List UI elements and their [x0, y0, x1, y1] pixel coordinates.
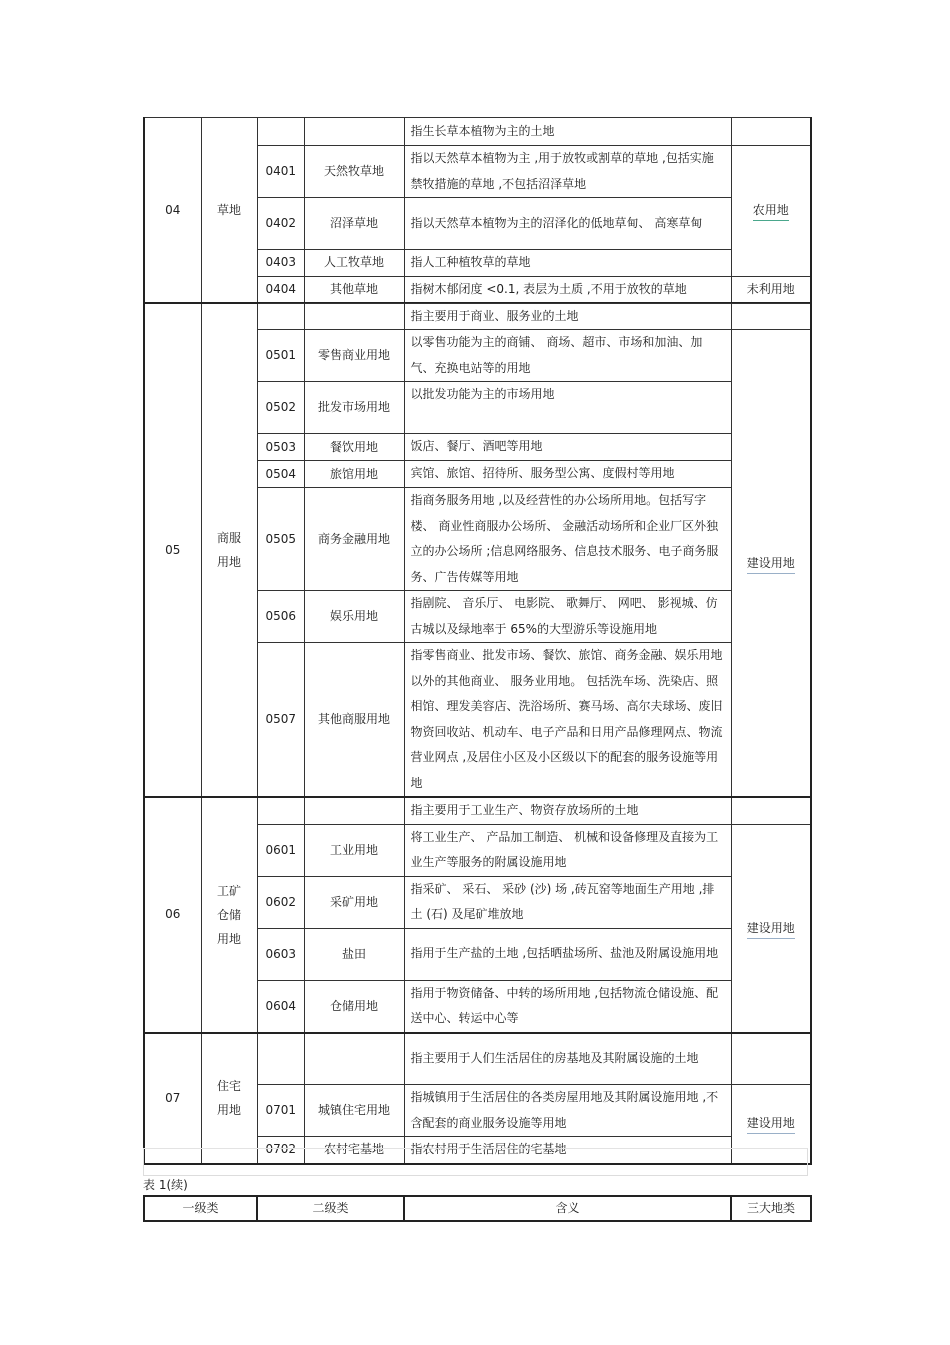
level1-name: 草地 — [201, 118, 257, 304]
level1-description: 指生长草本植物为主的土地 — [404, 118, 731, 146]
level1-code: 04 — [144, 118, 201, 304]
level1-name: 工矿仓储用地 — [201, 797, 257, 1033]
level2-name: 工业用地 — [304, 824, 404, 876]
level2-description: 指以天然草本植物为主的沼泽化的低地草甸、 高寒草甸 — [404, 198, 731, 250]
level2-description: 以批发功能为主的市场用地 — [404, 382, 731, 434]
level2-code: 0602 — [257, 876, 304, 928]
level2-name: 其他草地 — [304, 276, 404, 303]
category-label: 建设用地 — [747, 1113, 795, 1134]
header-level1: 一级类 — [144, 1196, 257, 1221]
level2-description: 以零售功能为主的商铺、 商场、超市、市场和加油、加气、充换电站等的用地 — [404, 330, 731, 382]
level2-code: 0601 — [257, 824, 304, 876]
level2-code: 0701 — [257, 1085, 304, 1137]
level2-description: 指商务服务用地 ,以及经营性的办公场所用地。包括写字楼、 商业性商服办公场所、 金融活动场所和企业厂区外独立的办公场所 ;信息网络服务、信息技术服务、电子商务服务、广告传媒等用地 — [404, 488, 731, 591]
level2-name: 娱乐用地 — [304, 591, 404, 643]
level1-name: 商服用地 — [201, 303, 257, 797]
table-caption: 表 1(续) — [143, 1178, 188, 1192]
header-level2: 二级类 — [257, 1196, 404, 1221]
category-cell — [731, 824, 811, 1033]
level2-name: 旅馆用地 — [304, 461, 404, 488]
level1-description: 指主要用于工业生产、物资存放场所的土地 — [404, 797, 731, 824]
level2-description: 将工业生产、 产品加工制造、 机械和设备修理及直接为工业生产等服务的附属设施用地 — [404, 824, 731, 876]
level2-description: 指用于生产盐的土地 ,包括晒盐场所、盐池及附属设施用地 — [404, 928, 731, 980]
level2-description: 指用于物资储备、中转的场所用地 ,包括物流仓储设施、配送中心、转运中心等 — [404, 980, 731, 1033]
level2-name: 其他商服用地 — [304, 643, 404, 798]
table-row — [144, 1033, 811, 1085]
land-classification-table — [143, 117, 812, 1165]
continued-table-header — [143, 1195, 812, 1222]
level2-code: 0505 — [257, 488, 304, 591]
level2-name: 沼泽草地 — [304, 198, 404, 250]
level2-name: 天然牧草地 — [304, 146, 404, 198]
level2-code: 0604 — [257, 980, 304, 1033]
level2-name: 采矿用地 — [304, 876, 404, 928]
level2-description: 指零售商业、批发市场、餐饮、旅馆、商务金融、娱乐用地以外的其他商业、 服务业用地。 包括洗车场、洗染店、照相馆、理发美容店、洗浴场所、赛马场、高尔夫球场、废旧物资回收站、机动车、电子产品和日用产品修理网点、物流营业网点 ,及居住小区及小区级以下的配套的服务设施等用地 — [404, 643, 731, 798]
level2-description: 指人工种植牧草的草地 — [404, 250, 731, 277]
level1-code: 05 — [144, 303, 201, 797]
level2-code: 0501 — [257, 330, 304, 382]
level2-description: 指以天然草本植物为主 ,用于放牧或割草的草地 ,包括实施禁牧措施的草地 ,不包括沼泽草地 — [404, 146, 731, 198]
category-label: 建设用地 — [747, 553, 795, 574]
level2-name: 盐田 — [304, 928, 404, 980]
level2-name: 人工牧草地 — [304, 250, 404, 277]
level1-description: 指主要用于人们生活居住的房基地及其附属设施的土地 — [404, 1033, 731, 1085]
level2-code: 0504 — [257, 461, 304, 488]
category-cell — [731, 146, 811, 277]
level2-code: 0401 — [257, 146, 304, 198]
category-cell — [731, 330, 811, 798]
table-row — [144, 303, 811, 330]
level1-description: 指主要用于商业、服务业的土地 — [404, 303, 731, 330]
level2-code: 0507 — [257, 643, 304, 798]
level1-code: 07 — [144, 1033, 201, 1164]
header-category: 三大地类 — [731, 1196, 811, 1221]
level2-name: 城镇住宅用地 — [304, 1085, 404, 1137]
level2-code: 0503 — [257, 434, 304, 461]
level2-description: 饭店、餐厅、酒吧等用地 — [404, 434, 731, 461]
table-row — [144, 118, 811, 146]
level2-code: 0402 — [257, 198, 304, 250]
level2-name: 餐饮用地 — [304, 434, 404, 461]
level1-name: 住宅用地 — [201, 1033, 257, 1164]
level1-code: 06 — [144, 797, 201, 1033]
level2-description: 指城镇用于生活居住的各类房屋用地及其附属设施用地 ,不含配套的商业服务设施等用地 — [404, 1085, 731, 1137]
level2-code: 0603 — [257, 928, 304, 980]
level2-description: 指农村用于生活居住的宅基地 — [404, 1137, 731, 1164]
header-meaning: 含义 — [404, 1196, 731, 1221]
level2-code: 0404 — [257, 276, 304, 303]
level2-name: 零售商业用地 — [304, 330, 404, 382]
level2-name: 商务金融用地 — [304, 488, 404, 591]
level2-code: 0502 — [257, 382, 304, 434]
level2-code: 0506 — [257, 591, 304, 643]
level2-code: 0702 — [257, 1137, 304, 1164]
level2-code: 0403 — [257, 250, 304, 277]
level2-description: 指采矿、 采石、 采砂 (沙) 场 ,砖瓦窑等地面生产用地 ,排土 (石) 及尾矿堆放地 — [404, 876, 731, 928]
level2-name: 仓储用地 — [304, 980, 404, 1033]
table-row — [144, 797, 811, 824]
level2-description: 宾馆、旅馆、招待所、服务型公寓、度假村等用地 — [404, 461, 731, 488]
category-label: 建设用地 — [747, 918, 795, 939]
level2-description: 指剧院、 音乐厅、 电影院、 歌舞厅、 网吧、 影视城、仿古城以及绿地率于 65%的大型游乐等设施用地 — [404, 591, 731, 643]
page-gap — [143, 1148, 808, 1176]
level2-name: 农村宅基地 — [304, 1137, 404, 1164]
category-label: 未利用地 — [731, 276, 811, 303]
category-label: 农用地 — [753, 200, 789, 221]
level2-name: 批发市场用地 — [304, 382, 404, 434]
level2-description: 指树木郁闭度 <0.1, 表层为土质 ,不用于放牧的草地 — [404, 276, 731, 303]
